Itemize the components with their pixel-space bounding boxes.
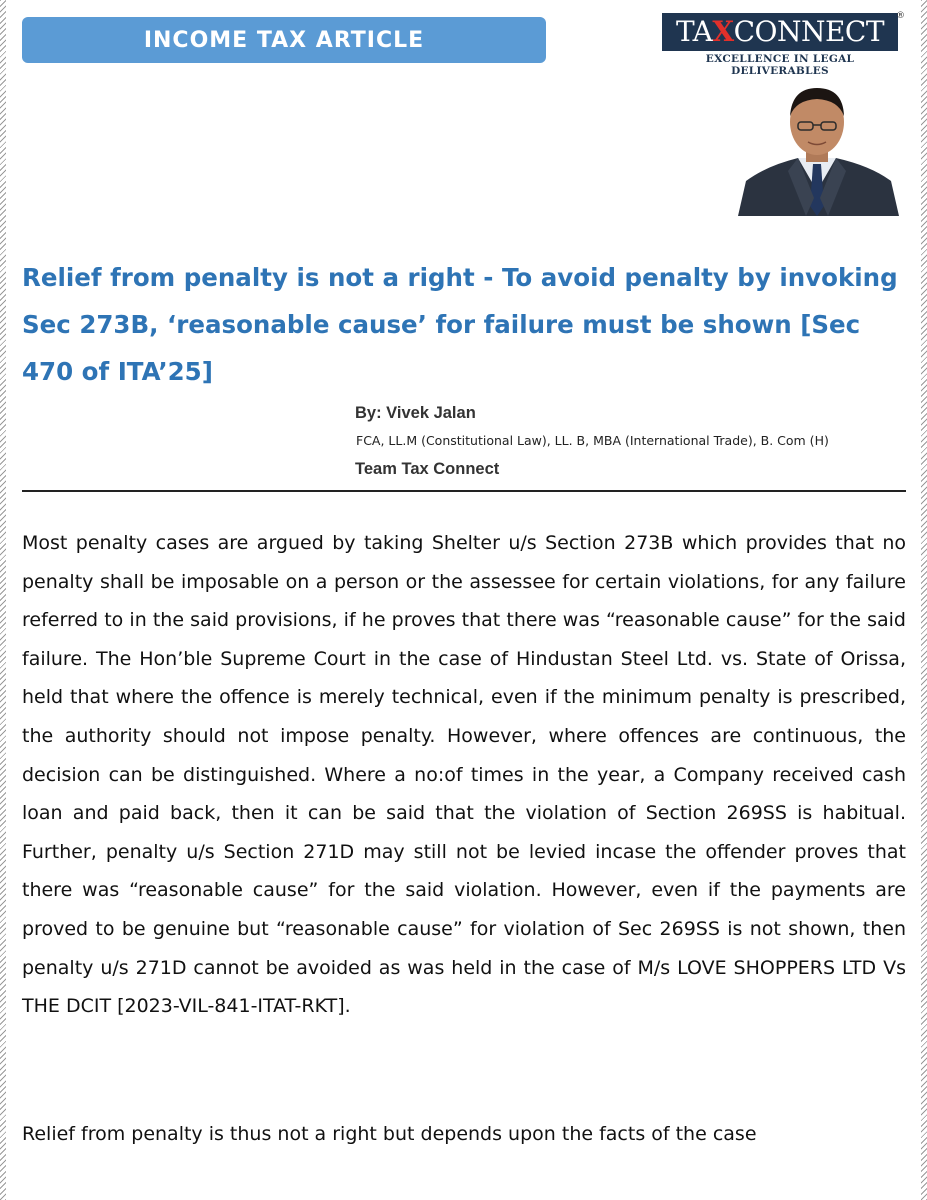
author-credentials: FCA, LL.M (Constitutional Law), LL. B, MBA (International Trade), B. Com (H) xyxy=(356,433,829,448)
article-body-paragraph: Most penalty cases are argued by taking Shelter u/s Section 273B which provides that no penalty shall be imposable on a person or the assessee for certain violations, for any failure referred to in the said provisions, if he proves that there was “reasonable cause” for the said failure. The Hon’ble Supreme Court in the case of Hindustan Steel Ltd. vs. State of Orissa, held that where the offence is merely technical, even if the minimum penalty is prescribed, the authority should not impose penalty. However, where offences are continuous, the decision can be distinguished. Where a no:of times in the year, a Company received cash loan and paid back, then it can be said that the violation of Section 269SS is habitual. Further, penalty u/s Section 271D may still not be levied incase the offender proves that there was “reasonable cause” for the said violation. However, even if the payments are proved to be genuine but “reasonable cause” for violation of Sec 269SS is not shown, then penalty u/s 271D cannot be avoided as was held in the case of M/s LOVE SHOPPERS LTD Vs THE DCIT [2023-VIL-841-ITAT-RKT]. xyxy=(22,532,906,1018)
logo-text-x: X xyxy=(712,15,734,48)
author-portrait-image xyxy=(736,86,899,216)
logo-wordmark xyxy=(662,13,898,51)
header-divider xyxy=(22,490,906,492)
logo-tagline: EXCELLENCE IN LEGAL DELIVERABLES xyxy=(705,53,855,77)
page-border-left xyxy=(0,0,6,1200)
logo-text-connect: CONNECT xyxy=(733,15,885,48)
logo-text-ta: TA xyxy=(675,15,713,48)
page-border-right xyxy=(921,0,927,1200)
author-photo xyxy=(736,86,899,216)
section-banner-label: INCOME TAX ARTICLE xyxy=(143,27,425,53)
author-byline: By: Vivek Jalan xyxy=(355,404,476,422)
tax-connect-logo xyxy=(662,11,905,77)
article-conclusion: Relief from penalty is thus not a right but depends upon the facts of the case xyxy=(22,1123,757,1145)
article-title: Relief from penalty is not a right - To avoid penalty by invoking Sec 273B, ‘reasonable cause’ for failure must be shown [Sec 470 of ITA’25] xyxy=(22,263,898,386)
section-banner xyxy=(22,17,546,63)
registered-mark: ® xyxy=(896,11,905,21)
team-name: Team Tax Connect xyxy=(355,460,500,478)
